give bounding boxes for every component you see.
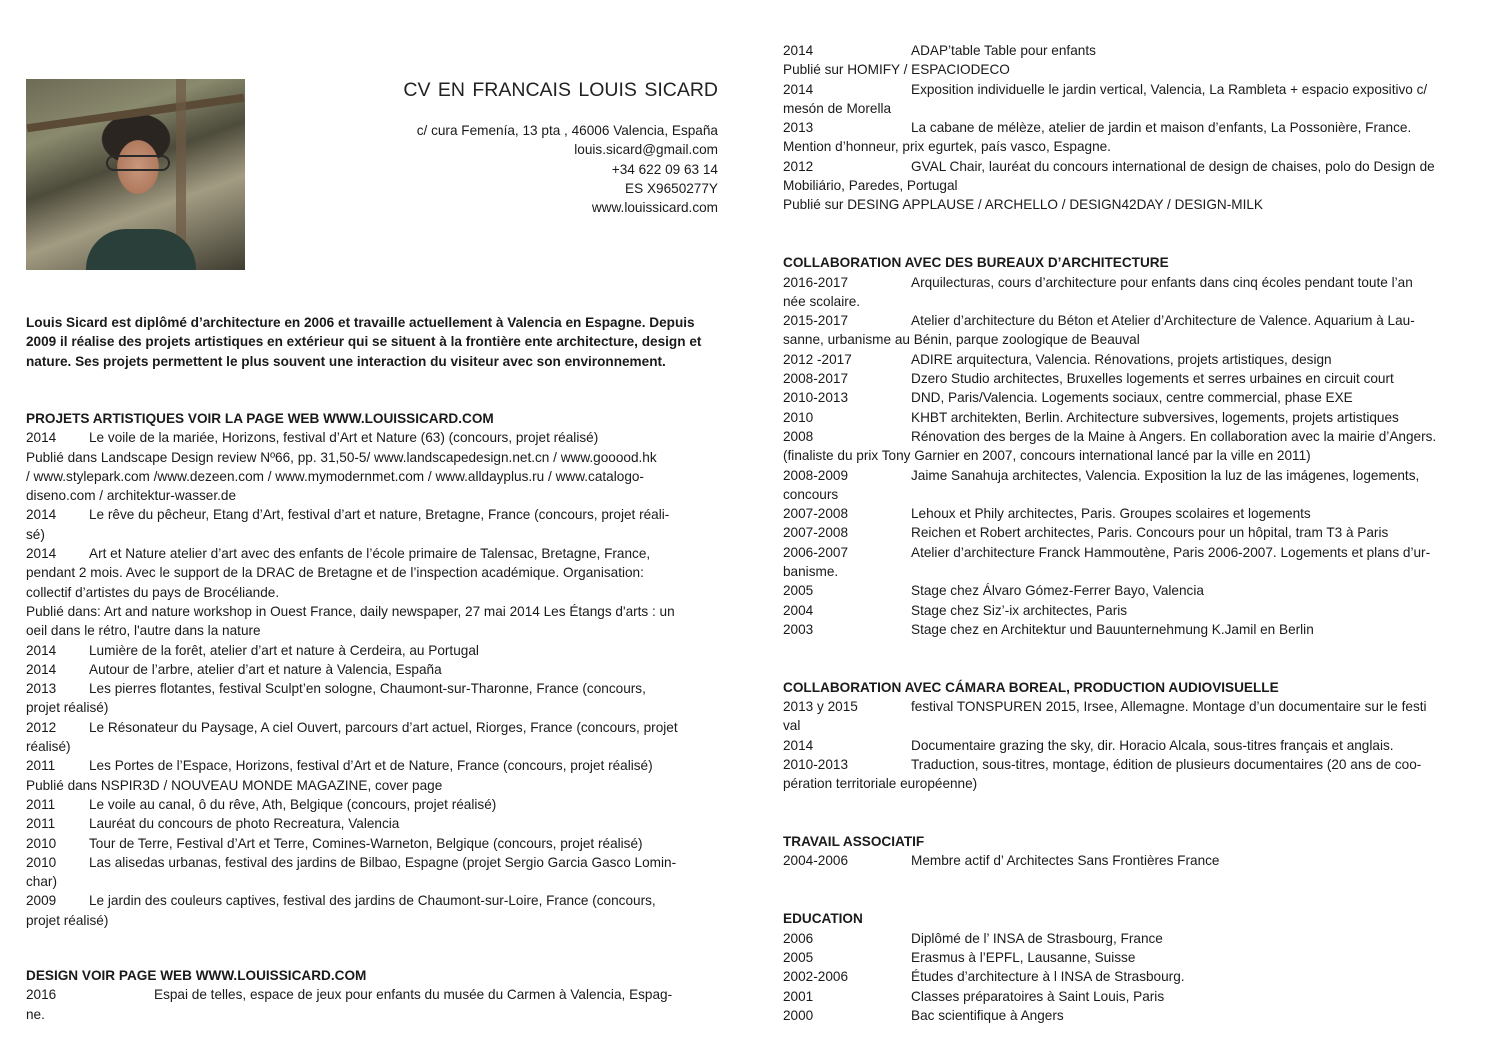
entry-line (26, 1005, 718, 1024)
section-lines (783, 929, 1473, 1025)
entry-line (26, 448, 718, 467)
section-lines (783, 697, 1473, 793)
entry-text: Le voile au canal, ô du rêve, Ath, Belgique (concours, projet réalisé) (89, 796, 497, 812)
entry-text: / www.stylepark.com /www.dezeen.com / www.mymodernmet.com / www.alldayplus.ru / www.catalogo- (26, 468, 644, 484)
entry-line (783, 697, 1473, 716)
entry-text: Publié dans: Art and nature workshop in Ouest France, daily newspaper, 27 mai 2014 Les Étangs d'arts : un (26, 603, 675, 619)
entry-text: Le rêve du pêcheur, Etang d’Art, festival d’art et nature, Bretagne, France (concours, projet réali- (89, 507, 670, 523)
entry-line (26, 467, 718, 486)
entry-line (783, 195, 1473, 214)
section-collab-archi (783, 253, 1473, 639)
entry-text: projet réalisé) (26, 700, 109, 716)
section-heading: EDUCATION (783, 911, 863, 927)
entry-text: banisme. (783, 564, 839, 580)
entry-line (26, 486, 718, 505)
entry-year: 2012 -2017 (783, 351, 852, 367)
entry-line (783, 137, 1473, 156)
entry-line (783, 523, 1473, 542)
entry-year: 2016-2017 (783, 274, 849, 290)
entry-text: Les pierres flotantes, festival Sculpt’en sologne, Chaumont-sur-Tharonne, France (concours, (89, 681, 646, 697)
entry-text: collectif d’artistes du pays de Brocéliande. (26, 584, 280, 600)
entry-line (26, 891, 718, 910)
entry-line (783, 176, 1473, 195)
entry-line (783, 948, 1473, 967)
section-lines (783, 273, 1473, 640)
entry-text: Le voile de la mariée, Horizons, festival d’Art et Nature (63) (concours, projet réalisé) (89, 430, 599, 446)
entry-year: 2011 (26, 796, 56, 812)
entry-text: val (783, 718, 801, 734)
section-heading: COLLABORATION AVEC CÁMARA BOREAL, PRODUCTION AUDIOVISUELLE (783, 679, 1279, 695)
entry-year: 2011 (26, 758, 56, 774)
entry-text: Atelier d’architecture du Béton et Atelier d’Architecture de Valence. Aquarium à Lau- (911, 313, 1415, 329)
entry-text: Erasmus à l’EPFL, Lausanne, Suisse (911, 949, 1136, 965)
entry-text: Dzero Studio architectes, Bruxelles logements et serres urbaines en circuit court (911, 371, 1394, 387)
entry-line (783, 427, 1473, 446)
section-projets (26, 409, 718, 930)
entry-line (783, 774, 1473, 793)
entry-line (26, 602, 718, 621)
entry-text: Espai de telles, espace de jeux pour enfants du musée du Carmen à Valencia, Espag- (154, 987, 673, 1003)
entry-year: 2007-2008 (783, 525, 849, 541)
contact-block (417, 121, 718, 217)
entry-text: Lauréat du concours de photo Recreatura, Valencia (89, 816, 400, 832)
contact-phone: +34 622 09 63 14 (611, 161, 718, 177)
entry-line (26, 544, 718, 563)
entry-text: oeil dans le rétro, l'autre dans la nature (26, 623, 261, 639)
section-education (783, 909, 1473, 1025)
section-lines (783, 41, 1473, 215)
entry-text: Lumière de la forêt, atelier d’art et nature à Cerdeira, au Portugal (89, 642, 479, 658)
entry-year: 2015-2017 (783, 313, 849, 329)
entry-text: festival TONSPUREN 2015, Irsee, Allemagne. Montage d’un documentaire sur le festi (911, 699, 1427, 715)
entry-year: 2001 (783, 988, 814, 1004)
entry-line (783, 736, 1473, 755)
entry-text: Autour de l’arbre, atelier d’art et nature à Valencia, España (89, 661, 442, 677)
entry-line (26, 911, 718, 930)
entry-year: 2008-2017 (783, 371, 849, 387)
entry-text: réalisé) (26, 739, 71, 755)
entry-text: pendant 2 mois. Avec le support de la DRAC de Bretagne et de l’inspection académique. Organisation: (26, 565, 644, 581)
entry-line (783, 446, 1473, 465)
entry-line (783, 581, 1473, 600)
entry-text: (finaliste du prix Tony Garnier en 2007, concours international lancé par la ville en 2011) (783, 448, 1311, 464)
section-lines (26, 985, 718, 1024)
entry-year: 2010 (783, 409, 814, 425)
entry-line (26, 795, 718, 814)
entry-text: ADAP’table Table pour enfants (911, 43, 1096, 58)
entry-line (783, 1006, 1473, 1025)
entry-year: 2013 (783, 120, 814, 136)
entry-line (26, 428, 718, 447)
entry-line (783, 292, 1473, 311)
entry-line (26, 853, 718, 872)
entry-text: projet réalisé) (26, 912, 109, 928)
contact-address: c/ cura Femenía, 13 pta , 46006 Valencia, España (416, 123, 718, 138)
entry-line (783, 311, 1473, 330)
entry-text: sanne, urbanisme au Bénin, parque zoologique de Beauval (783, 332, 1140, 348)
entry-line (783, 851, 1473, 870)
right-column (783, 41, 1473, 1064)
entry-year: 2009 (26, 893, 57, 909)
entry-text: Stage chez Siz’-ix architectes, Paris (911, 602, 1128, 618)
entry-year: 2012 (783, 158, 814, 174)
entry-line (783, 99, 1473, 118)
entry-text: Le jardin des couleurs captives, festival des jardins de Chaumont-sur-Loire, France (concours, (89, 893, 656, 909)
entry-year: 2014 (26, 507, 57, 523)
entry-line (26, 737, 718, 756)
entry-text: KHBT architekten, Berlin. Architecture subversives, logements, projets artistiques (911, 409, 1399, 425)
section-associatif (783, 832, 1473, 871)
entry-year: 2012 (26, 719, 57, 735)
entry-year: 2014 (26, 546, 57, 562)
entry-line (26, 660, 718, 679)
entry-line (26, 641, 718, 660)
entry-line (783, 504, 1473, 523)
entry-line (26, 872, 718, 891)
entry-line (26, 756, 718, 775)
section-heading: TRAVAIL ASSOCIATIF (783, 834, 925, 850)
entry-text: Classes préparatoires à Saint Louis, Paris (911, 988, 1165, 1004)
entry-year: 2007-2008 (783, 506, 849, 522)
section-heading: PROJETS ARTISTIQUES VOIR LA PAGE WEB WWW.LOUISSICARD.COM (26, 411, 494, 426)
entry-year: 2003 (783, 621, 814, 637)
entry-line (783, 601, 1473, 620)
entry-text: Études d’architecture à l INSA de Strasbourg. (911, 969, 1185, 985)
entry-line (26, 814, 718, 833)
section-collab-audio (783, 678, 1473, 794)
entry-text: Stage chez en Architektur und Bauunternehmung K.Jamil en Berlin (911, 621, 1314, 637)
entry-text: Rénovation des berges de la Maine à Angers. En collaboration avec la mairie d’Angers. (911, 428, 1437, 444)
entry-line (783, 408, 1473, 427)
entry-text: Membre actif d’ Architectes Sans Frontières France (911, 853, 1220, 869)
entry-line (26, 525, 718, 544)
entry-text: Arquilecturas, cours d’architecture pour enfants dans cinq écoles pendant toute l’an (911, 274, 1413, 290)
section-design-continued (783, 41, 1473, 215)
cv-title: CV EN FRANCAIS LOUIS SICARD (403, 79, 718, 101)
entry-year: 2014 (26, 430, 57, 446)
entry-line (26, 698, 718, 717)
entry-line (783, 967, 1473, 986)
profile-photo (26, 79, 245, 270)
entry-line (783, 929, 1473, 948)
entry-text: Mention d’honneur, prix egurtek, país vasco, Espagne. (783, 139, 1111, 155)
contact-id: ES X9650277Y (625, 180, 718, 196)
entry-text: Atelier d’architecture Franck Hammoutène, Paris 2006-2007. Logements et plans d’ur- (911, 544, 1431, 560)
photo-beam (27, 94, 245, 132)
entry-line (783, 80, 1473, 99)
entry-text: Le Résonateur du Paysage, A ciel Ouvert, parcours d’art actuel, Riorges, France (concours, projet (89, 719, 678, 735)
entry-text: Art et Nature atelier d’art avec des enfants de l’école primaire de Talensac, Bretagne, France, (89, 546, 651, 562)
entry-line (783, 118, 1473, 137)
entry-text: Mobiliário, Paredes, Portugal (783, 178, 958, 194)
entry-line (26, 505, 718, 524)
entry-line (26, 679, 718, 698)
entry-line (783, 330, 1473, 349)
entry-text: Publié dans Landscape Design review Nº66, pp. 31,50-5/ www.landscapedesign.net.cn / www.gooood.hk (26, 449, 657, 465)
entry-line (783, 388, 1473, 407)
entry-year: 2014 (783, 81, 814, 97)
entry-text: Lehoux et Phily architectes, Paris. Groupes scolaires et logements (911, 506, 1311, 522)
entry-year: 2014 (26, 661, 57, 677)
contact-email: louis.sicard@gmail.com (574, 142, 718, 158)
entry-year: 2014 (783, 737, 814, 753)
entry-line (783, 466, 1473, 485)
entry-text: La cabane de mélèze, atelier de jardin et maison d’enfants, La Possonière, France. (911, 120, 1412, 136)
entry-line (26, 718, 718, 737)
contact-website: www.louissicard.com (591, 200, 718, 216)
entry-text: Documentaire grazing the sky, dir. Horacio Alcala, sous-titres français et anglais. (911, 737, 1394, 753)
entry-line (783, 273, 1473, 292)
entry-year: 2011 (26, 816, 56, 832)
entry-year: 2004 (783, 602, 814, 618)
entry-line (783, 485, 1473, 504)
entry-line (26, 621, 718, 640)
entry-line (783, 562, 1473, 581)
entry-year: 2010 (26, 835, 57, 851)
entry-year: 2010-2013 (783, 390, 849, 406)
entry-line (783, 41, 1473, 60)
entry-year: 2014 (26, 642, 57, 658)
entry-line (26, 563, 718, 582)
entry-text: DND, Paris/Valencia. Logements sociaux, centre commercial, phase EXE (911, 390, 1353, 406)
entry-year: 2013 (26, 681, 57, 697)
entry-year: 2006-2007 (783, 544, 849, 560)
entry-line (26, 834, 718, 853)
section-lines (783, 851, 1473, 870)
entry-text: Stage chez Álvaro Gómez-Ferrer Bayo, Valencia (911, 583, 1204, 599)
entry-text: pération territoriale européenne) (783, 776, 978, 792)
entry-text: Las alisedas urbanas, festival des jardins de Bilbao, Espagne (projet Sergio Garcia Gasco Lomin- (89, 854, 677, 870)
entry-year: 2008 (783, 428, 814, 444)
entry-line (26, 776, 718, 795)
entry-text: sé) (26, 526, 45, 542)
entry-year: 2006 (783, 930, 814, 946)
entry-line (783, 620, 1473, 639)
entry-text: char) (26, 874, 57, 890)
section-design (26, 966, 718, 1024)
entry-text: Publié sur HOMIFY / ESPACIODECO (783, 62, 1010, 78)
entry-text: GVAL Chair, lauréat du concours international de design de chaises, polo do Design de (911, 158, 1435, 174)
section-heading: DESIGN VOIR PAGE WEB WWW.LOUISSICARD.COM (26, 968, 367, 983)
entry-text: Les Portes de l’Espace, Horizons, festival d’Art et de Nature, France (concours, projet réalisé) (89, 758, 653, 774)
entry-line (783, 755, 1473, 774)
entry-text: Diplômé de l’ INSA de Strasbourg, France (911, 930, 1163, 946)
entry-text: mesón de Morella (783, 100, 892, 116)
entry-text: concours (783, 486, 839, 502)
entry-year: 2010 (26, 854, 57, 870)
entry-text: Traduction, sous-titres, montage, édition de plusieurs documentaires (20 ans de coo- (911, 756, 1422, 772)
intro-paragraph: Louis Sicard est diplômé d’architecture en 2006 et travaille actuellement à Valencia en Espagne. Depuis 2009 il réalise des projets artistiques en extérieur qui se situent à la frontière ente architecture, design et nature. Ses projets permettent le plus souvent une interaction du visiteur avec son environnement. (26, 315, 702, 369)
entry-text: ne. (26, 1006, 45, 1022)
entry-text: diseno.com / architektur-wasser.de (26, 488, 237, 504)
entry-year: 2005 (783, 949, 814, 965)
entry-year: 2016 (26, 987, 57, 1003)
entry-year: 2000 (783, 1007, 814, 1023)
entry-line (783, 987, 1473, 1006)
entry-year: 2002-2006 (783, 969, 849, 985)
entry-text: Publié sur DESING APPLAUSE / ARCHELLO / DESIGN42DAY / DESIGN-MILK (783, 197, 1263, 213)
entry-text: Tour de Terre, Festival d’Art et Terre, Comines-Warneton, Belgique (concours, projet réalisé) (89, 835, 643, 851)
entry-line (26, 985, 718, 1004)
entry-year: 2008-2009 (783, 467, 849, 483)
entry-year: 2014 (783, 43, 814, 58)
entry-text: Bac scientifique à Angers (911, 1007, 1064, 1023)
entry-year: 2004-2006 (783, 853, 849, 869)
section-heading: COLLABORATION AVEC DES BUREAUX D’ARCHITECTURE (783, 255, 1169, 271)
entry-text: Exposition individuelle le jardin vertical, Valencia, La Rambleta + espacio expositivo c/ (911, 81, 1428, 97)
entry-line (783, 157, 1473, 176)
entry-year: 2005 (783, 583, 814, 599)
entry-text: née scolaire. (783, 293, 861, 309)
entry-line (26, 583, 718, 602)
entry-text: Publié dans NSPIR3D / NOUVEAU MONDE MAGAZINE, cover page (26, 777, 443, 793)
entry-year: 2010-2013 (783, 756, 849, 772)
section-lines (26, 428, 718, 930)
entry-line (783, 369, 1473, 388)
photo-glasses (106, 155, 170, 171)
entry-text: ADIRE arquitectura, Valencia. Rénovations, projets artistiques, design (911, 351, 1332, 367)
entry-line (783, 350, 1473, 369)
entry-text: Jaime Sanahuja architectes, Valencia. Exposition la luz de las imágenes, logements, (911, 467, 1420, 483)
entry-line (783, 543, 1473, 562)
entry-text: Reichen et Robert architectes, Paris. Concours pour un hôpital, tram T3 à Paris (911, 525, 1389, 541)
entry-line (783, 60, 1473, 79)
entry-line (783, 716, 1473, 735)
entry-year: 2013 y 2015 (783, 699, 858, 715)
